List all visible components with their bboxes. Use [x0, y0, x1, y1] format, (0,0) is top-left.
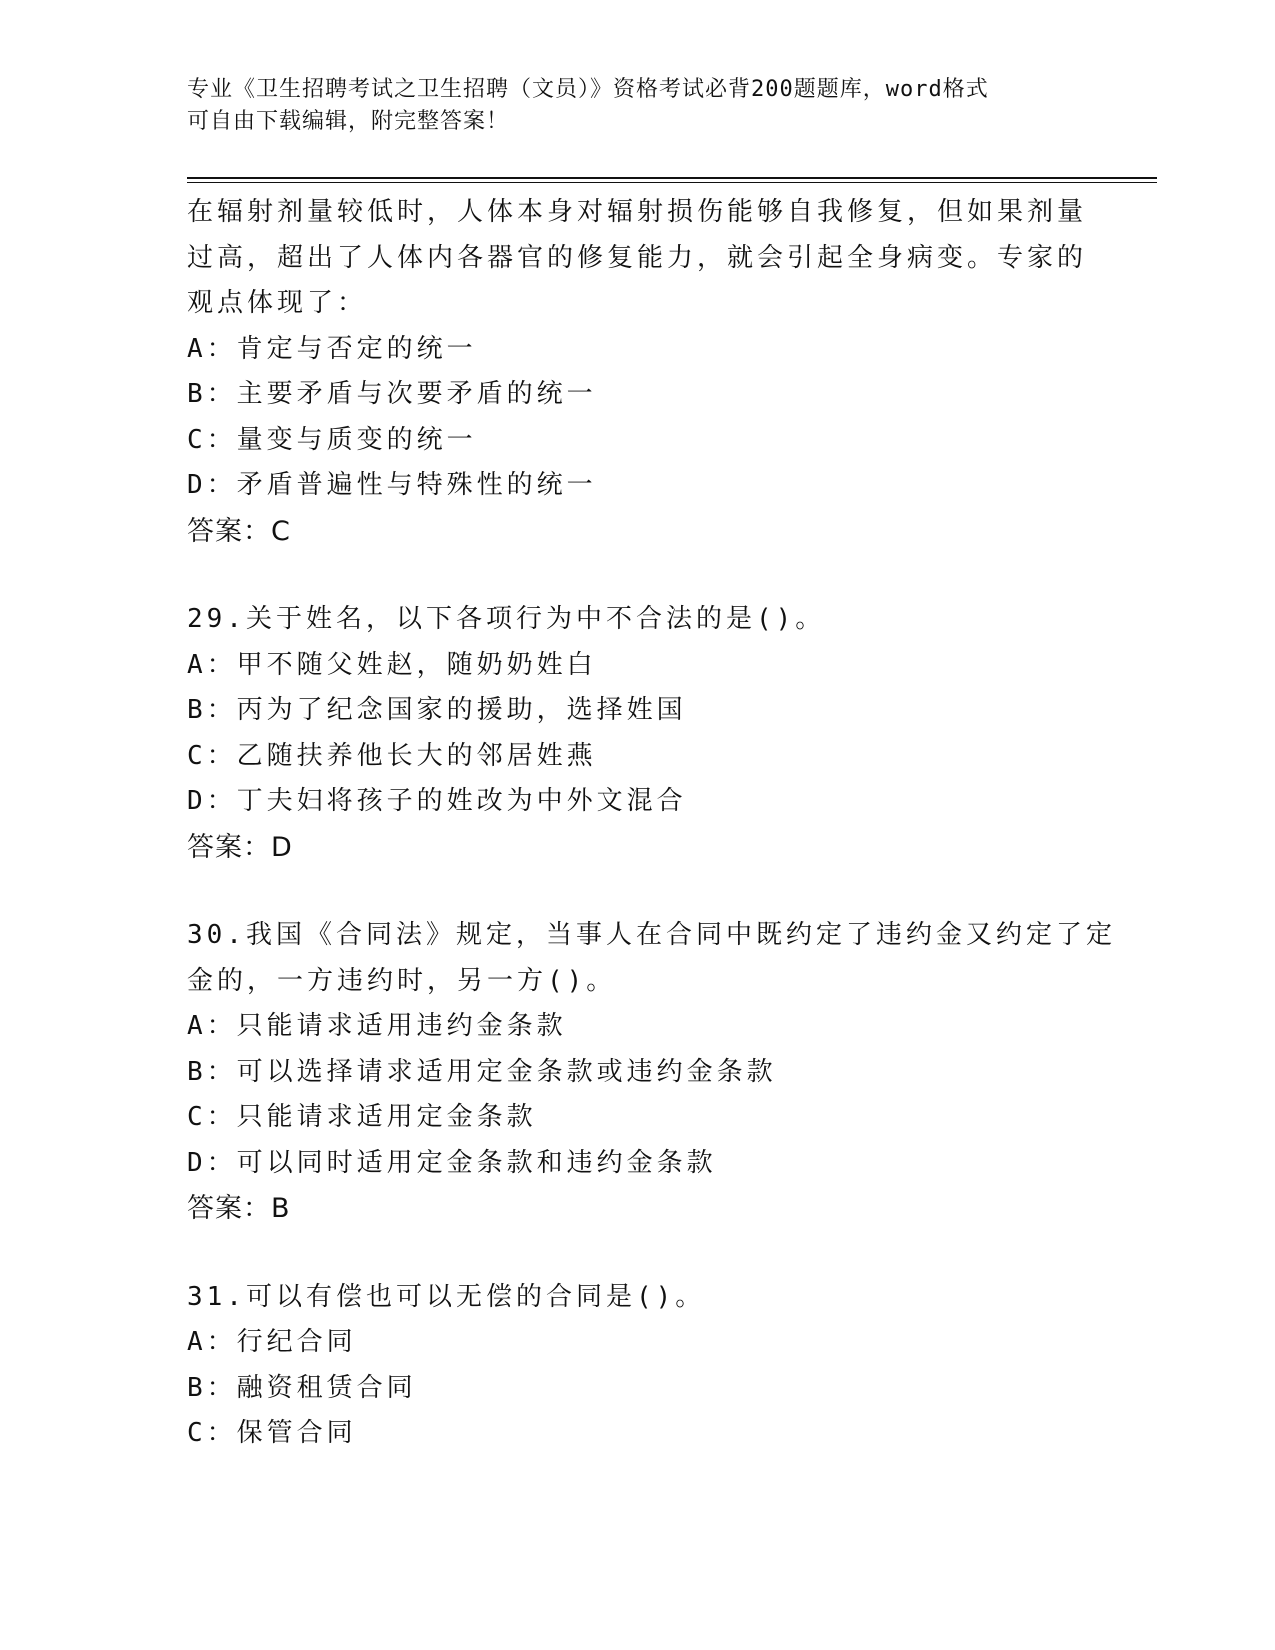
- answer-line: 答案：C: [187, 515, 291, 547]
- question-30: [187, 913, 1116, 1232]
- option-c: C：乙随扶养他长大的邻居姓燕: [187, 740, 597, 771]
- header-line-1: 专业《卫生招聘考试之卫生招聘（文员）》资格考试必背200题题库，word格式: [187, 77, 989, 102]
- question-list: [187, 190, 1116, 1457]
- question-stem-line: 在辐射剂量较低时，人体本身对辐射损伤能够自我修复，但如果剂量: [187, 197, 1088, 227]
- question-stem-line: 31.可以有偿也可以无偿的合同是()。: [187, 1281, 706, 1312]
- option-a: A：行纪合同: [187, 1327, 357, 1357]
- option-d: D：可以同时适用定金条款和违约金条款: [187, 1147, 717, 1178]
- spacer: [187, 1232, 1087, 1275]
- option-c: C：只能请求适用定金条款: [187, 1102, 537, 1132]
- spacer: [187, 554, 1087, 597]
- option-b: B：丙为了纪念国家的援助，选择姓国: [187, 695, 687, 725]
- option-d: D：丁夫妇将孩子的姓改为中外文混合: [187, 786, 687, 816]
- header-divider: [187, 177, 1157, 183]
- question-stem-line: 金的，一方违约时，另一方()。: [187, 965, 617, 996]
- option-a: A：肯定与否定的统一: [187, 333, 477, 364]
- answer-line: 答案：D: [187, 831, 293, 863]
- answer-line: 答案：B: [187, 1193, 291, 1224]
- option-a: A：只能请求适用违约金条款: [187, 1011, 567, 1041]
- question-stem-line: 观点体现了：: [187, 288, 368, 318]
- option-d: D：矛盾普遍性与特殊性的统一: [187, 470, 597, 500]
- document-header: [187, 74, 1087, 138]
- option-b: B：主要矛盾与次要矛盾的统一: [187, 379, 597, 409]
- option-c: C：量变与质变的统一: [187, 424, 477, 455]
- question-stem-line: 29.关于姓名，以下各项行为中不合法的是()。: [187, 604, 826, 634]
- question-29: [187, 597, 1087, 870]
- option-a: A：甲不随父姓赵，随奶奶姓白: [187, 649, 597, 680]
- option-b: B：融资租赁合同: [187, 1372, 417, 1403]
- option-b: B：可以选择请求适用定金条款或违约金条款: [187, 1056, 777, 1087]
- question-stem-line: 过高，超出了人体内各器官的修复能力，就会引起全身病变。专家的: [187, 242, 1088, 273]
- header-line-2: 可自由下载编辑，附完整答案！: [187, 109, 510, 134]
- question-28: [187, 190, 1087, 554]
- question-stem-line: 30.我国《合同法》规定，当事人在合同中既约定了违约金又约定了定: [187, 920, 1116, 950]
- spacer: [187, 870, 1087, 913]
- option-c: C：保管合同: [187, 1418, 357, 1448]
- question-31: [187, 1275, 1087, 1457]
